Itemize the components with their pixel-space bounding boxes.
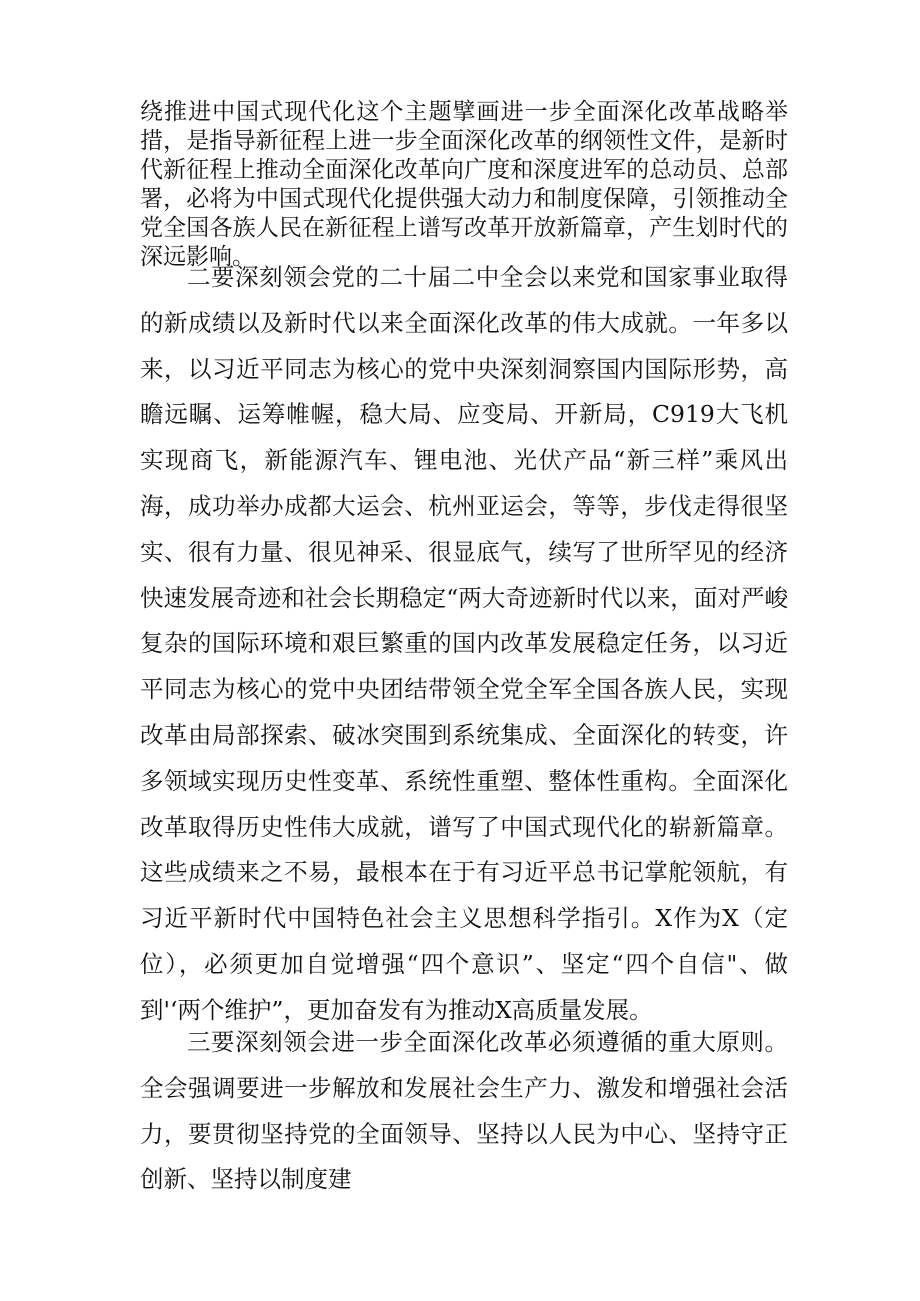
paragraph-third-point: 三要深刻领会进一步全面深化改革必须遵循的重大原则。全会强调要进一步解放和发展社会生产力、激发和增强社会活力，要贯彻坚持党的全面领导、坚持以人民为中心、坚持守正创新、坚持以制度建: [140, 1028, 788, 1194]
paragraph-second-point: 二要深刻领会党的二十届二中全会以来党和国家事业取得的新成绩以及新时代以来全面深化改革的伟大成就。一年多以来，以习近平同志为核心的党中央深刻洞察国内国际形势，高瞻远瞩、运筹帷幄，稳大局、应变局、开新局，C919大飞机实现商飞，新能源汽车、锂电池、光伏产品“新三样”乘风出海，成功举办成都大运会、杭州亚运会，等等，步伐走得很坚实、很有力量、很见神采、很显底气，续写了世所罕见的经济快速发展奇迹和社会长期稳定“两大奇迹新时代以来，面对严峻复杂的国际环境和艰巨繁重的国内改革发展稳定任务，以习近平同志为核心的党中央团结带领全党全军全国各族人民，实现改革由局部探索、破冰突围到系统集成、全面深化的转变，许多领域实现历史性变革、系统性重塑、整体性重构。全面深化改革取得历史性伟大成就，谱写了中国式现代化的崭新篇章。这些成绩来之不易，最根本在于有习近平总书记掌舵领航，有习近平新时代中国特色社会主义思想科学指引。X作为X（定位），必须更加自觉增强“四个意识”、坚定“四个自信"、做到'‘两个维护”，更加奋发有为推动X高质量发展。: [140, 263, 788, 1024]
paragraph-continued: 绕推进中国式现代化这个主题擘画进一步全面深化改革战略举措，是指导新征程上进一步全面深化改革的纲领性文件，是新时代新征程上推动全面深化改革向广度和深度进军的总动员、总部署，必将为中国式现代化提供强大动力和制度保障，引领推动全党全国各族人民在新征程上谱写改革开放新篇章，产生划时代的深远影响。: [140, 99, 788, 270]
